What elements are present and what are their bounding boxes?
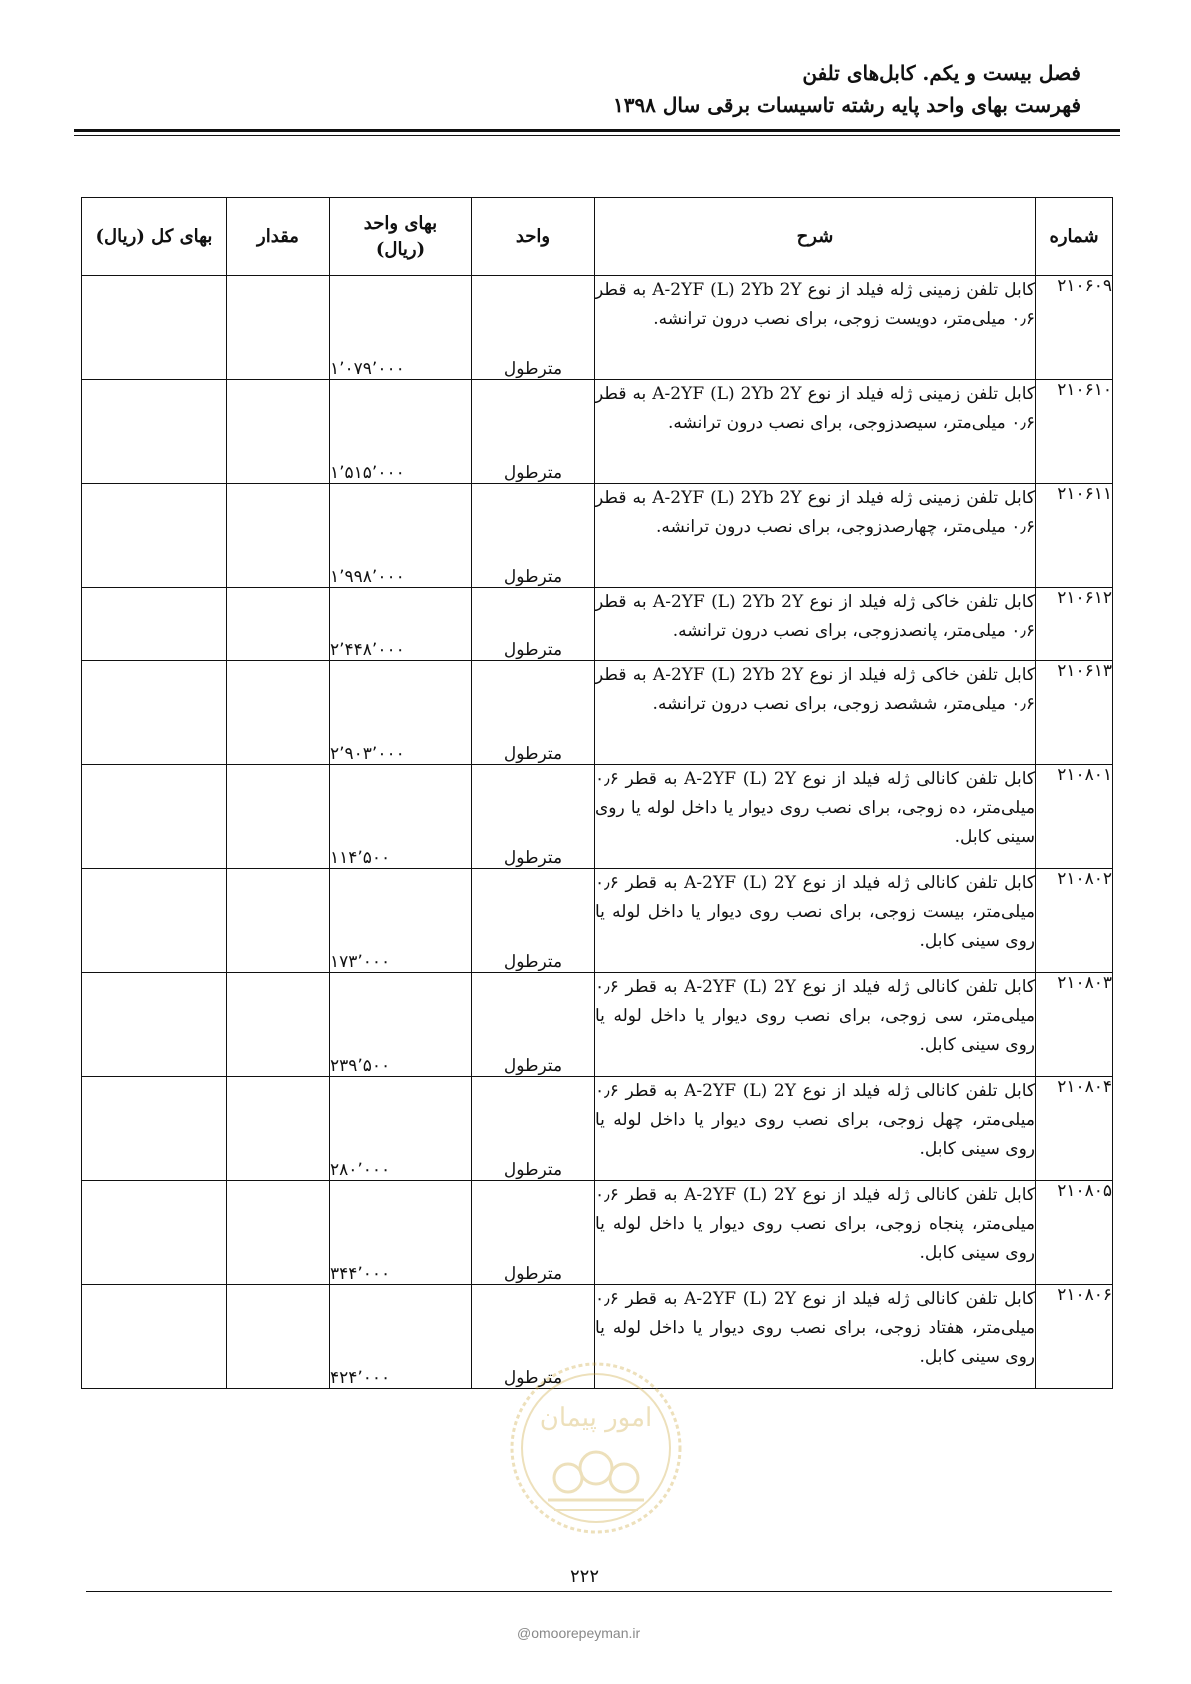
table-header-row	[82, 198, 1113, 276]
item-number: ۲۱۰۶۱۱	[1036, 484, 1113, 588]
item-number: ۲۱۰۸۰۴	[1036, 1077, 1113, 1181]
item-total	[82, 380, 227, 484]
price-table	[81, 197, 1113, 1389]
col-header-quantity: مقدار	[227, 198, 330, 276]
item-total	[82, 1181, 227, 1285]
item-unit: مترطول	[472, 661, 595, 765]
item-number: ۲۱۰۸۰۶	[1036, 1285, 1113, 1389]
table-row	[82, 869, 1113, 973]
item-number: ۲۱۰۶۱۳	[1036, 661, 1113, 765]
table-row	[82, 484, 1113, 588]
item-number: ۲۱۰۸۰۲	[1036, 869, 1113, 973]
header-rule-thick	[74, 129, 1120, 132]
item-description: کابل تلفن خاکی ژله فیلد از نوع A-2YF (L) 2Yb 2Y به قطر ۰٫۶ میلی‌متر، ششصد زوجی، برای نصب درون ترانشه.	[595, 661, 1036, 765]
item-unit-price: ۲٬۴۴۸٬۰۰۰	[330, 588, 472, 661]
col-header-unit-price-line2: (ریال)	[375, 238, 426, 260]
item-number: ۲۱۰۶۰۹	[1036, 276, 1113, 380]
table-row	[82, 276, 1113, 380]
item-description: کابل تلفن کانالی ژله فیلد از نوع A-2YF (L) 2Y به قطر ۰٫۶ میلی‌متر، چهل زوجی، برای نصب روی دیوار یا داخل لوله یا روی سینی کابل.	[595, 1077, 1036, 1181]
item-total	[82, 973, 227, 1077]
item-number: ۲۱۰۸۰۵	[1036, 1181, 1113, 1285]
item-unit: مترطول	[472, 1077, 595, 1181]
col-header-total: بهای کل (ریال)	[82, 198, 227, 276]
item-unit: مترطول	[472, 588, 595, 661]
col-header-unit-price	[330, 198, 472, 276]
table-row	[82, 588, 1113, 661]
table-row	[82, 765, 1113, 869]
page-number: ۲۲۲	[570, 1566, 600, 1587]
item-unit-price: ۱٬۵۱۵٬۰۰۰	[330, 380, 472, 484]
table-row	[82, 380, 1113, 484]
item-total	[82, 869, 227, 973]
chapter-title: فصل بیست و یکم. کابل‌های تلفن	[802, 61, 1081, 85]
table-body	[82, 276, 1113, 1389]
item-unit: مترطول	[472, 484, 595, 588]
col-header-unit: واحد	[472, 198, 595, 276]
item-description: کابل تلفن کانالی ژله فیلد از نوع A-2YF (L) 2Y به قطر ۰٫۶ میلی‌متر، سی زوجی، برای نصب روی دیوار یا داخل لوله یا روی سینی کابل.	[595, 973, 1036, 1077]
item-quantity	[227, 276, 330, 380]
watermark-text: امور پیمان	[539, 1403, 653, 1433]
col-header-description: شرح	[595, 198, 1036, 276]
item-description: کابل تلفن زمینی ژله فیلد از نوع A-2YF (L) 2Yb 2Y به قطر ۰٫۶ میلی‌متر، چهارصدزوجی، برای نصب درون ترانشه.	[595, 484, 1036, 588]
item-number: ۲۱۰۶۱۲	[1036, 588, 1113, 661]
item-description: کابل تلفن خاکی ژله فیلد از نوع A-2YF (L) 2Yb 2Y به قطر ۰٫۶ میلی‌متر، پانصدزوجی، برای نصب درون ترانشه.	[595, 588, 1036, 661]
item-quantity	[227, 484, 330, 588]
header-rule-thin	[74, 135, 1120, 136]
col-header-unit-price-line1: بهای واحد	[363, 212, 438, 234]
item-quantity	[227, 973, 330, 1077]
item-quantity	[227, 1285, 330, 1389]
item-unit-price: ۲٬۹۰۳٬۰۰۰	[330, 661, 472, 765]
item-unit: مترطول	[472, 869, 595, 973]
item-unit: مترطول	[472, 276, 595, 380]
table-row	[82, 973, 1113, 1077]
document-subtitle: فهرست بهای واحد پایه رشته تاسیسات برقی سال ۱۳۹۸	[612, 93, 1081, 117]
watermark-seal	[508, 1360, 684, 1536]
col-header-number: شماره	[1036, 198, 1113, 276]
item-description: کابل تلفن کانالی ژله فیلد از نوع A-2YF (L) 2Y به قطر ۰٫۶ میلی‌متر، هفتاد زوجی، برای نصب روی دیوار یا داخل لوله یا روی سینی کابل.	[595, 1285, 1036, 1389]
item-number: ۲۱۰۸۰۳	[1036, 973, 1113, 1077]
item-quantity	[227, 1181, 330, 1285]
item-quantity	[227, 765, 330, 869]
item-total	[82, 276, 227, 380]
item-total	[82, 765, 227, 869]
item-unit: مترطول	[472, 380, 595, 484]
item-unit: مترطول	[472, 1181, 595, 1285]
item-unit-price: ۱۷۳٬۰۰۰	[330, 869, 472, 973]
item-quantity	[227, 661, 330, 765]
item-total	[82, 1077, 227, 1181]
footer-rule	[86, 1591, 1112, 1592]
item-quantity	[227, 588, 330, 661]
item-description: کابل تلفن کانالی ژله فیلد از نوع A-2YF (L) 2Y به قطر ۰٫۶ میلی‌متر، ده زوجی، برای نصب روی دیوار یا داخل لوله یا روی سینی کابل.	[595, 765, 1036, 869]
website-watermark: @omoorepeyman.ir	[517, 1625, 641, 1641]
table-row	[82, 1077, 1113, 1181]
item-unit-price: ۱٬۰۷۹٬۰۰۰	[330, 276, 472, 380]
item-description: کابل تلفن زمینی ژله فیلد از نوع A-2YF (L) 2Yb 2Y به قطر ۰٫۶ میلی‌متر، سیصدزوجی، برای نصب درون ترانشه.	[595, 380, 1036, 484]
item-unit-price: ۳۴۴٬۰۰۰	[330, 1181, 472, 1285]
item-unit-price: ۴۲۴٬۰۰۰	[330, 1285, 472, 1389]
table-row	[82, 1181, 1113, 1285]
item-total	[82, 661, 227, 765]
page-header	[71, 58, 1081, 120]
item-description: کابل تلفن کانالی ژله فیلد از نوع A-2YF (L) 2Y به قطر ۰٫۶ میلی‌متر، بیست زوجی، برای نصب روی دیوار یا داخل لوله یا روی سینی کابل.	[595, 869, 1036, 973]
item-description: کابل تلفن زمینی ژله فیلد از نوع A-2YF (L) 2Yb 2Y به قطر ۰٫۶ میلی‌متر، دویست زوجی، برای نصب درون ترانشه.	[595, 276, 1036, 380]
item-total	[82, 484, 227, 588]
item-total	[82, 588, 227, 661]
item-total	[82, 1285, 227, 1389]
item-number: ۲۱۰۸۰۱	[1036, 765, 1113, 869]
item-unit: مترطول	[472, 1285, 595, 1389]
item-unit: مترطول	[472, 973, 595, 1077]
item-unit-price: ۱٬۹۹۸٬۰۰۰	[330, 484, 472, 588]
item-unit: مترطول	[472, 765, 595, 869]
item-unit-price: ۲۸۰٬۰۰۰	[330, 1077, 472, 1181]
item-unit-price: ۱۱۴٬۵۰۰	[330, 765, 472, 869]
item-number: ۲۱۰۶۱۰	[1036, 380, 1113, 484]
table-row	[82, 661, 1113, 765]
item-quantity	[227, 869, 330, 973]
item-quantity	[227, 380, 330, 484]
item-quantity	[227, 1077, 330, 1181]
item-unit-price: ۲۳۹٬۵۰۰	[330, 973, 472, 1077]
item-description: کابل تلفن کانالی ژله فیلد از نوع A-2YF (L) 2Y به قطر ۰٫۶ میلی‌متر، پنجاه زوجی، برای نصب روی دیوار یا داخل لوله یا روی سینی کابل.	[595, 1181, 1036, 1285]
